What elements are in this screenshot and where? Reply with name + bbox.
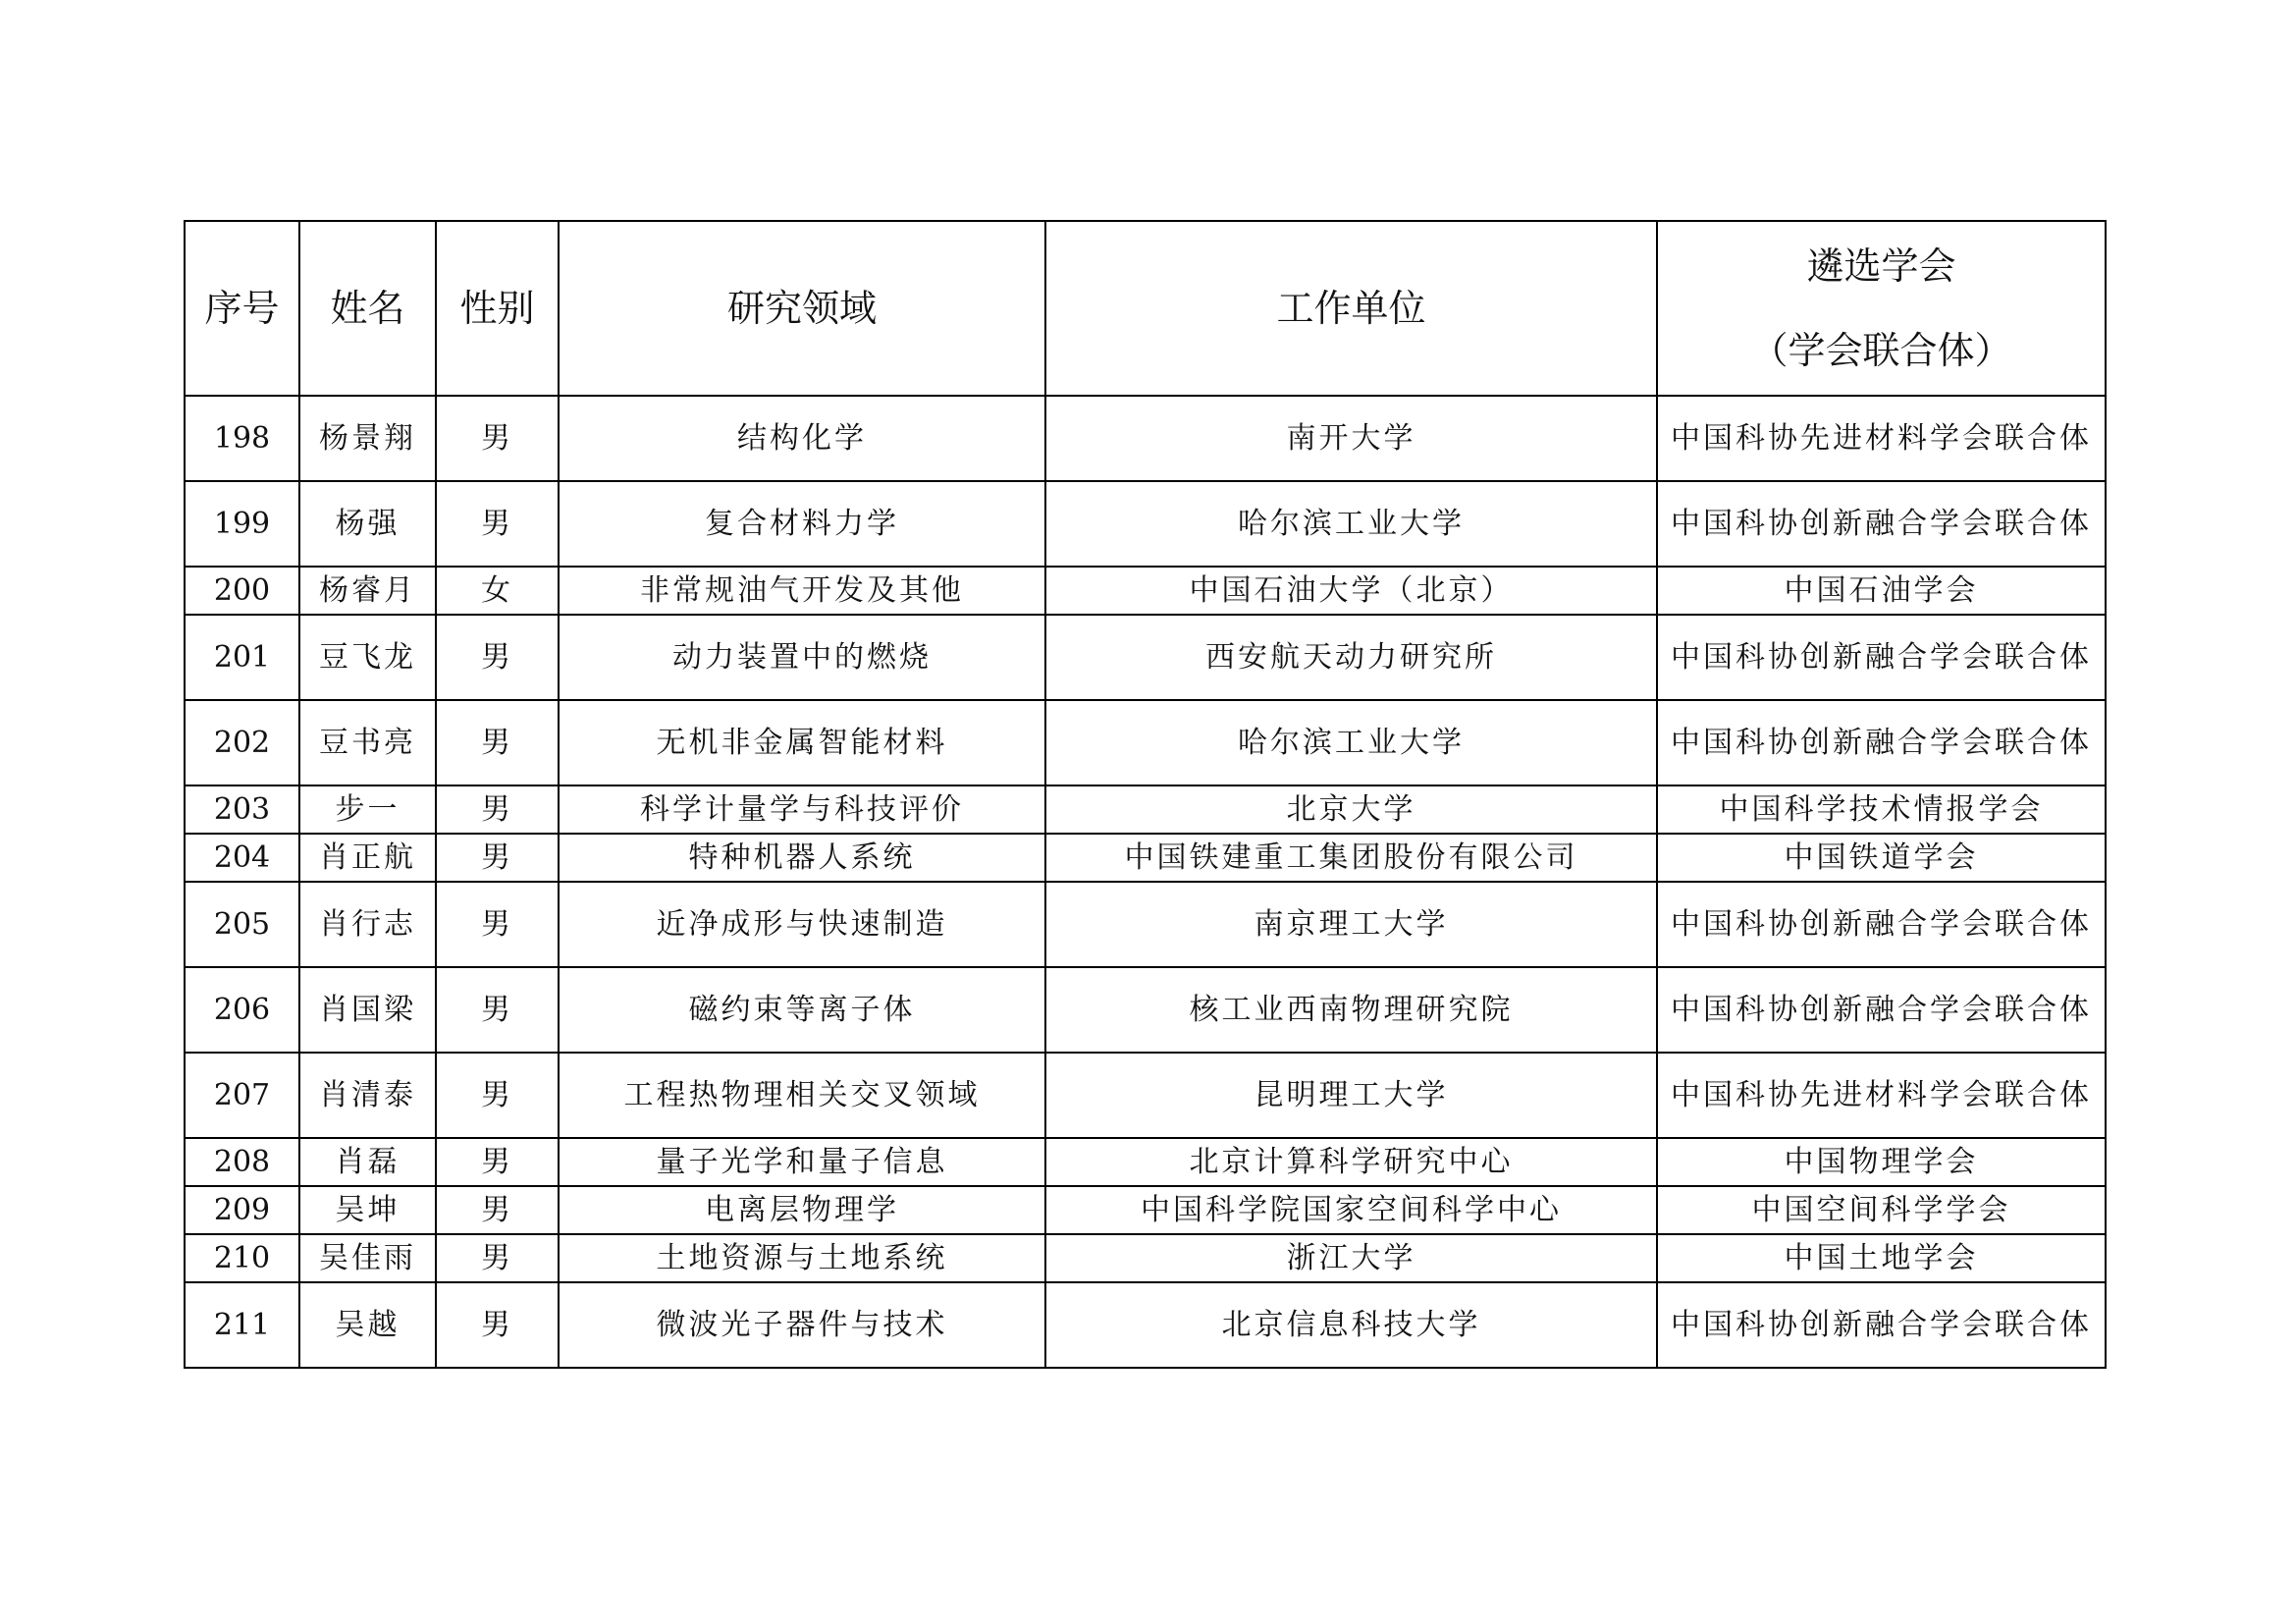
cell-gender: 男 (436, 396, 559, 481)
cell-name: 肖行志 (299, 882, 436, 967)
cell-unit: 南开大学 (1045, 396, 1657, 481)
cell-society: 中国科协创新融合学会联合体 (1657, 967, 2106, 1053)
cell-society: 中国石油学会 (1657, 567, 2106, 615)
cell-name: 肖正航 (299, 834, 436, 882)
cell-unit: 北京信息科技大学 (1045, 1282, 1657, 1368)
cell-field: 无机非金属智能材料 (559, 700, 1045, 785)
cell-field: 土地资源与土地系统 (559, 1234, 1045, 1282)
cell-field: 工程热物理相关交叉领域 (559, 1053, 1045, 1138)
table-row (185, 1138, 2106, 1186)
table-row (185, 1186, 2106, 1234)
table-row (185, 785, 2106, 834)
cell-no: 204 (185, 834, 299, 882)
cell-unit: 中国科学院国家空间科学中心 (1045, 1186, 1657, 1234)
cell-society: 中国科协创新融合学会联合体 (1657, 700, 2106, 785)
header-field: 研究领域 (559, 221, 1045, 396)
cell-field: 科学计量学与科技评价 (559, 785, 1045, 834)
cell-unit: 北京大学 (1045, 785, 1657, 834)
table-row (185, 396, 2106, 481)
header-gender: 性别 (436, 221, 559, 396)
cell-society: 中国科学技术情报学会 (1657, 785, 2106, 834)
cell-name: 肖清泰 (299, 1053, 436, 1138)
cell-gender: 男 (436, 967, 559, 1053)
table-row (185, 567, 2106, 615)
cell-name: 吴越 (299, 1282, 436, 1368)
cell-society: 中国铁道学会 (1657, 834, 2106, 882)
cell-gender: 男 (436, 834, 559, 882)
cell-gender: 男 (436, 700, 559, 785)
cell-gender: 男 (436, 1138, 559, 1186)
cell-no: 201 (185, 615, 299, 700)
table-row (185, 1053, 2106, 1138)
cell-society: 中国科协创新融合学会联合体 (1657, 481, 2106, 567)
table-row (185, 1234, 2106, 1282)
cell-field: 非常规油气开发及其他 (559, 567, 1045, 615)
table-row (185, 615, 2106, 700)
cell-gender: 男 (436, 785, 559, 834)
cell-society: 中国科协创新融合学会联合体 (1657, 882, 2106, 967)
cell-society: 中国科协创新融合学会联合体 (1657, 1282, 2106, 1368)
cell-unit: 浙江大学 (1045, 1234, 1657, 1282)
cell-no: 210 (185, 1234, 299, 1282)
header-name: 姓名 (299, 221, 436, 396)
cell-name: 杨强 (299, 481, 436, 567)
cell-society: 中国土地学会 (1657, 1234, 2106, 1282)
cell-no: 211 (185, 1282, 299, 1368)
cell-gender: 男 (436, 481, 559, 567)
cell-unit: 北京计算科学研究中心 (1045, 1138, 1657, 1186)
cell-unit: 昆明理工大学 (1045, 1053, 1657, 1138)
header-society (1657, 221, 2106, 396)
cell-society: 中国科协先进材料学会联合体 (1657, 1053, 2106, 1138)
header-society-line1: 遴选学会 (1806, 244, 1956, 288)
cell-gender: 男 (436, 882, 559, 967)
cell-no: 202 (185, 700, 299, 785)
header-no: 序号 (185, 221, 299, 396)
cell-no: 207 (185, 1053, 299, 1138)
cell-field: 电离层物理学 (559, 1186, 1045, 1234)
table-row (185, 700, 2106, 785)
cell-unit: 南京理工大学 (1045, 882, 1657, 967)
cell-name: 步一 (299, 785, 436, 834)
cell-name: 吴坤 (299, 1186, 436, 1234)
cell-no: 203 (185, 785, 299, 834)
table-row (185, 882, 2106, 967)
cell-no: 209 (185, 1186, 299, 1234)
cell-field: 量子光学和量子信息 (559, 1138, 1045, 1186)
cell-unit: 哈尔滨工业大学 (1045, 481, 1657, 567)
cell-gender: 男 (436, 615, 559, 700)
cell-field: 磁约束等离子体 (559, 967, 1045, 1053)
cell-no: 205 (185, 882, 299, 967)
cell-no: 198 (185, 396, 299, 481)
cell-field: 近净成形与快速制造 (559, 882, 1045, 967)
header-society-line2: （学会联合体） (1750, 329, 2012, 372)
cell-no: 208 (185, 1138, 299, 1186)
cell-society: 中国科协创新融合学会联合体 (1657, 615, 2106, 700)
table-row (185, 834, 2106, 882)
cell-unit: 西安航天动力研究所 (1045, 615, 1657, 700)
cell-no: 200 (185, 567, 299, 615)
candidates-table (184, 220, 2107, 1369)
cell-field: 复合材料力学 (559, 481, 1045, 567)
cell-no: 206 (185, 967, 299, 1053)
header-unit: 工作单位 (1045, 221, 1657, 396)
cell-unit: 核工业西南物理研究院 (1045, 967, 1657, 1053)
cell-name: 肖国梁 (299, 967, 436, 1053)
cell-field: 特种机器人系统 (559, 834, 1045, 882)
cell-name: 豆书亮 (299, 700, 436, 785)
cell-no: 199 (185, 481, 299, 567)
cell-name: 肖磊 (299, 1138, 436, 1186)
cell-gender: 男 (436, 1186, 559, 1234)
cell-gender: 男 (436, 1053, 559, 1138)
cell-field: 微波光子器件与技术 (559, 1282, 1045, 1368)
cell-field: 动力装置中的燃烧 (559, 615, 1045, 700)
header-row (185, 221, 2106, 396)
cell-name: 吴佳雨 (299, 1234, 436, 1282)
table-row (185, 1282, 2106, 1368)
cell-gender: 女 (436, 567, 559, 615)
cell-society: 中国科协先进材料学会联合体 (1657, 396, 2106, 481)
cell-name: 豆飞龙 (299, 615, 436, 700)
cell-unit: 中国铁建重工集团股份有限公司 (1045, 834, 1657, 882)
cell-field: 结构化学 (559, 396, 1045, 481)
cell-unit: 中国石油大学（北京） (1045, 567, 1657, 615)
cell-name: 杨睿月 (299, 567, 436, 615)
cell-unit: 哈尔滨工业大学 (1045, 700, 1657, 785)
cell-gender: 男 (436, 1234, 559, 1282)
cell-society: 中国空间科学学会 (1657, 1186, 2106, 1234)
table-row (185, 481, 2106, 567)
cell-gender: 男 (436, 1282, 559, 1368)
cell-society: 中国物理学会 (1657, 1138, 2106, 1186)
table-row (185, 967, 2106, 1053)
cell-name: 杨景翔 (299, 396, 436, 481)
